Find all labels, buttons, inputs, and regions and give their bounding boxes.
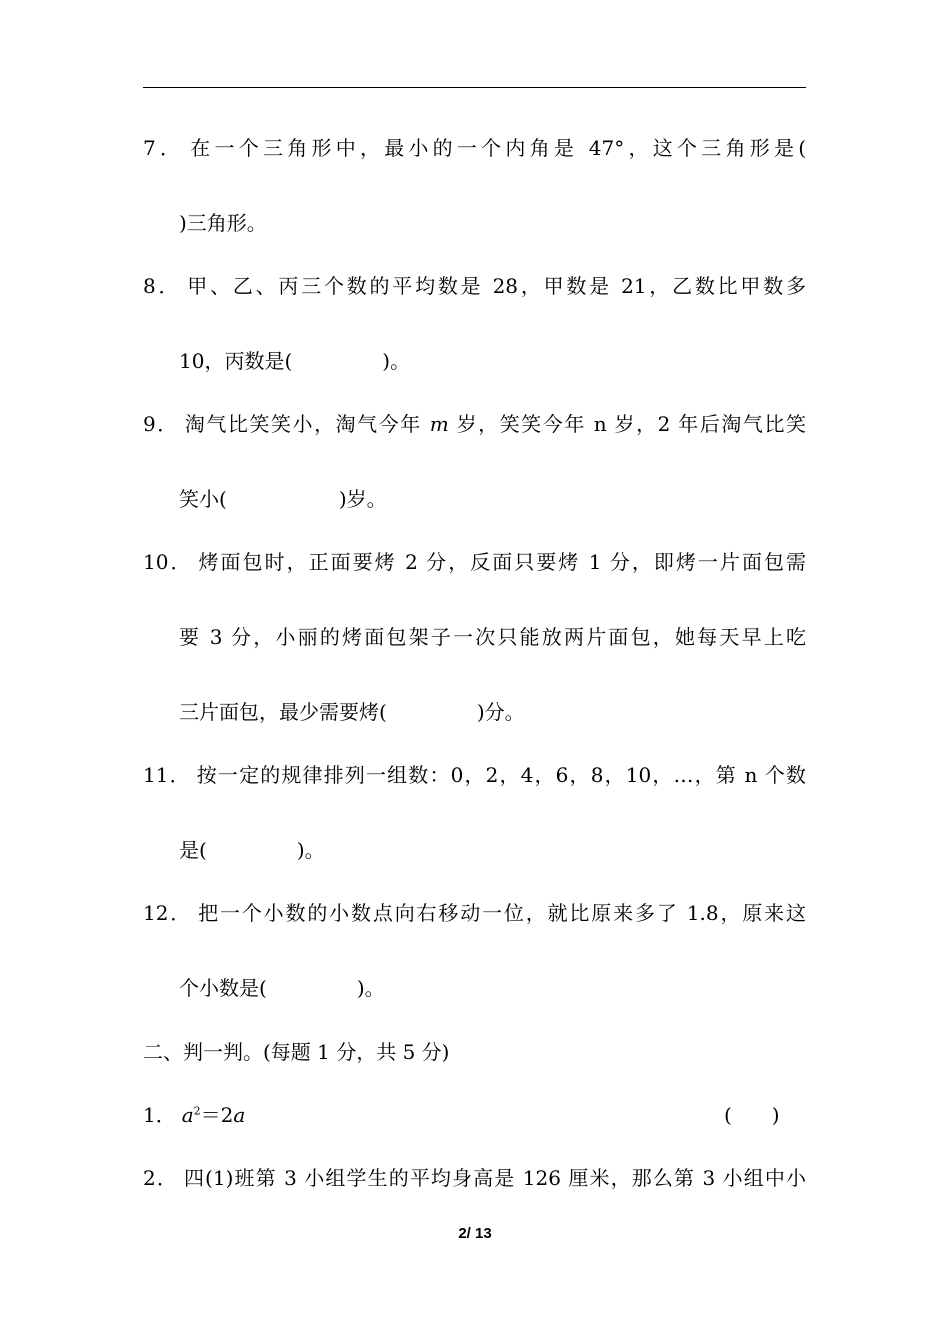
exponent: 2 xyxy=(193,1104,201,1118)
judgement-1-line: 1． $a^2=2a$ xyxy=(143,1103,246,1127)
variable-m: m xyxy=(429,412,449,436)
question-10-line-2: 要 3 分，小丽的烤面包架子一次只能放两片面包，她每天早上吃 xyxy=(179,625,806,649)
header-rule xyxy=(143,87,806,88)
question-9-line-2: 笑小( )岁。 xyxy=(179,487,387,511)
question-12-line-1: 12． 把一个小数的小数点向右移动一位，就比原来多了 1.8，原来这 xyxy=(143,901,806,925)
question-7-line-2: )三角形。 xyxy=(179,211,267,235)
question-11-line-1: 11． 按一定的规律排列一组数：0，2，4，6，8，10，…，第 n 个数 xyxy=(143,763,807,787)
question-9-line-1: 9． 淘气比笑笑小，淘气今年 m 岁，笑笑今年 n 岁，2 年后淘气比笑 xyxy=(143,412,807,436)
question-10-line-1: 10． 烤面包时，正面要烤 2 分，反面只要烤 1 分，即烤一片面包需 xyxy=(143,550,806,574)
section-2-heading: 二、判一判。(每题 1 分，共 5 分) xyxy=(143,1040,450,1064)
question-11-line-2: 是( )。 xyxy=(179,838,325,862)
question-7-line-1: 7． 在一个三角形中，最小的一个内角是 47°，这个三角形是( xyxy=(143,136,806,160)
question-8-line-2: 10，丙数是( )。 xyxy=(179,349,411,373)
judgement-1-answer-parens[interactable]: ( ) xyxy=(724,1103,780,1127)
question-10-line-3: 三片面包，最少需要烤( )分。 xyxy=(179,700,525,724)
question-8-line-1: 8． 甲、乙、丙三个数的平均数是 28，甲数是 21，乙数比甲数多 xyxy=(143,274,806,298)
judgement-2-line-1: 2． 四(1)班第 3 小组学生的平均身高是 126 厘米，那么第 3 小组中小 xyxy=(143,1166,806,1190)
variable-a: a xyxy=(233,1103,246,1127)
question-12-line-2: 个小数是( )。 xyxy=(179,976,385,1000)
page-number: 2/ 13 xyxy=(458,1225,492,1242)
variable-a: a xyxy=(181,1103,194,1127)
